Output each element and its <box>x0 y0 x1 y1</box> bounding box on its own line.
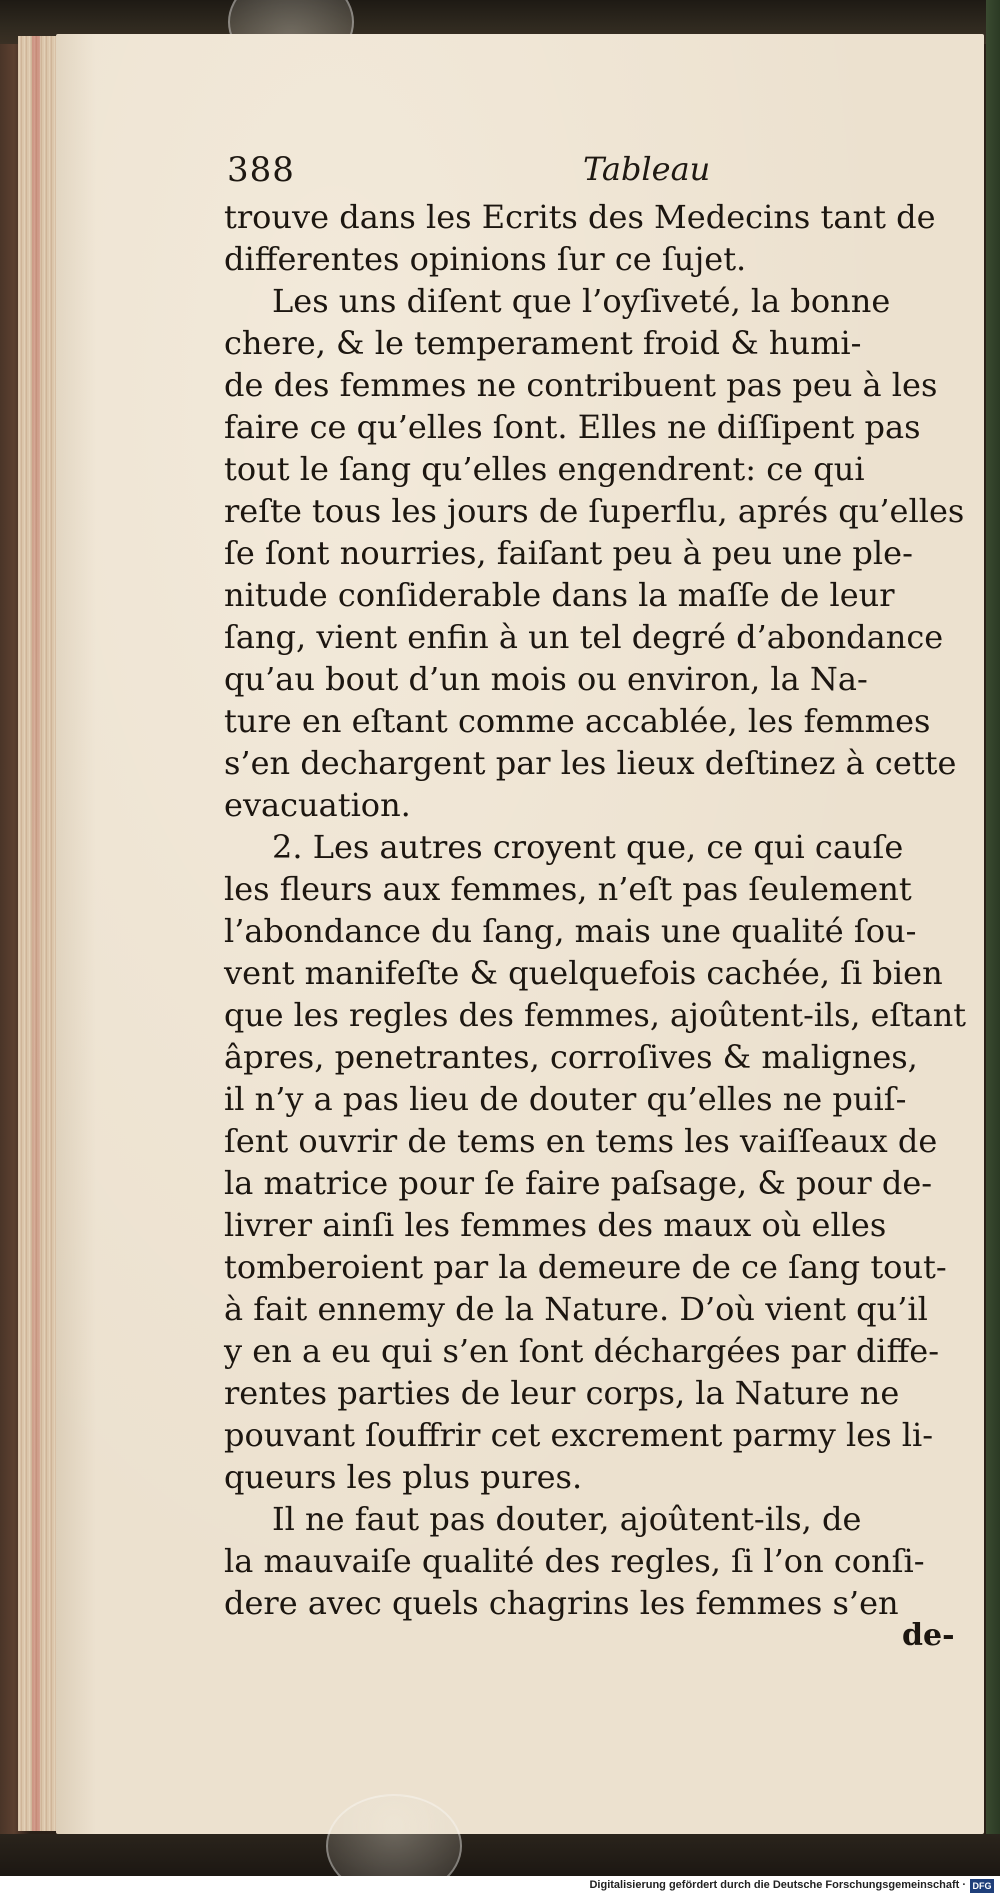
text-line: que les regles des femmes, ajoûtent-ils, eſtant <box>224 996 966 1034</box>
text-line: tout le ſang qu’elles engendrent: ce qui <box>224 450 865 488</box>
text-line: Les uns diſent que l’oyſiveté, la bonne <box>272 282 891 320</box>
text-line: Il ne faut pas douter, ajoûtent-ils, de <box>272 1500 862 1538</box>
text-line: trouve dans les Ecrits des Medecins tant de <box>224 198 936 236</box>
text-line: chere, & le temperament froid & humi- <box>224 324 862 362</box>
text-line: ture en eſtant comme accablée, les femmes <box>224 702 931 740</box>
text-line: y en a eu qui s’en ſont déchargées par diffe- <box>224 1332 940 1370</box>
book-cover-edge <box>986 0 1000 1897</box>
text-line: nitude conſiderable dans la maſſe de leur <box>224 576 895 614</box>
text-line: reſte tous les jours de ſuperflu, aprés qu’elles <box>224 492 965 530</box>
text-line: 2. Les autres croyent que, ce qui cauſe <box>272 828 904 866</box>
credit-strip <box>0 1876 1000 1897</box>
text-line: tomberoient par la demeure de ce ſang tout- <box>224 1248 947 1286</box>
running-head: Tableau <box>583 150 711 188</box>
text-line: la mauvaiſe qualité des regles, ſi l’on conſi- <box>224 1542 925 1580</box>
text-line: dere avec quels chagrins les femmes s’en <box>224 1584 899 1622</box>
body-text <box>224 196 966 1624</box>
text-line: differentes opinions ſur ce ſujet. <box>224 240 747 278</box>
text-line: livrer ainſi les femmes des maux où elles <box>224 1206 887 1244</box>
text-line: faire ce qu’elles ſont. Elles ne diſſipent pas <box>224 408 921 446</box>
text-line: queurs les plus pures. <box>224 1458 583 1496</box>
page-header <box>227 150 747 200</box>
text-line: la matrice pour ſe faire paſsage, & pour de- <box>224 1164 933 1202</box>
text-line: pouvant ſouffrir cet excrement parmy les li- <box>224 1416 934 1454</box>
text-line: ſang, vient enfin à un tel degré d’abondance <box>224 618 944 656</box>
catchword: de- <box>902 1618 955 1653</box>
text-line: rentes parties de leur corps, la Nature ne <box>224 1374 900 1412</box>
text-line: l’abondance du ſang, mais une qualité ſou- <box>224 912 917 950</box>
text-line: de des femmes ne contribuent pas peu à les <box>224 366 938 404</box>
text-line: qu’au bout d’un mois ou environ, la Na- <box>224 660 868 698</box>
text-line: ſe ſont nourries, faiſant peu à peu une ple- <box>224 534 913 572</box>
page-edge-stack <box>18 36 58 1831</box>
text-line: ſent ouvrir de tems en tems les vaiſſeaux de <box>224 1122 938 1160</box>
text-line: evacuation. <box>224 786 411 824</box>
page-number: 388 <box>227 150 295 190</box>
text-line: vent manifeſte & quelquefois cachée, ſi bien <box>224 954 943 992</box>
scanner-bottom-bar <box>0 1834 1000 1876</box>
text-line: à fait ennemy de la Nature. D’où vient qu’il <box>224 1290 928 1328</box>
text-line: s’en dechargent par les lieux deſtinez à cette <box>224 744 957 782</box>
digitization-credit: Digitalisierung gefördert durch die Deutsche Forschungsgemeinschaft · <box>589 1879 966 1891</box>
text-line: âpres, penetrantes, corroſives & malignes, <box>224 1038 918 1076</box>
text-line: il n’y a pas lieu de douter qu’elles ne puiſ- <box>224 1080 907 1118</box>
dfg-logo-icon: DFG <box>970 1879 994 1893</box>
text-line: les fleurs aux femmes, n’eſt pas ſeulement <box>224 870 912 908</box>
